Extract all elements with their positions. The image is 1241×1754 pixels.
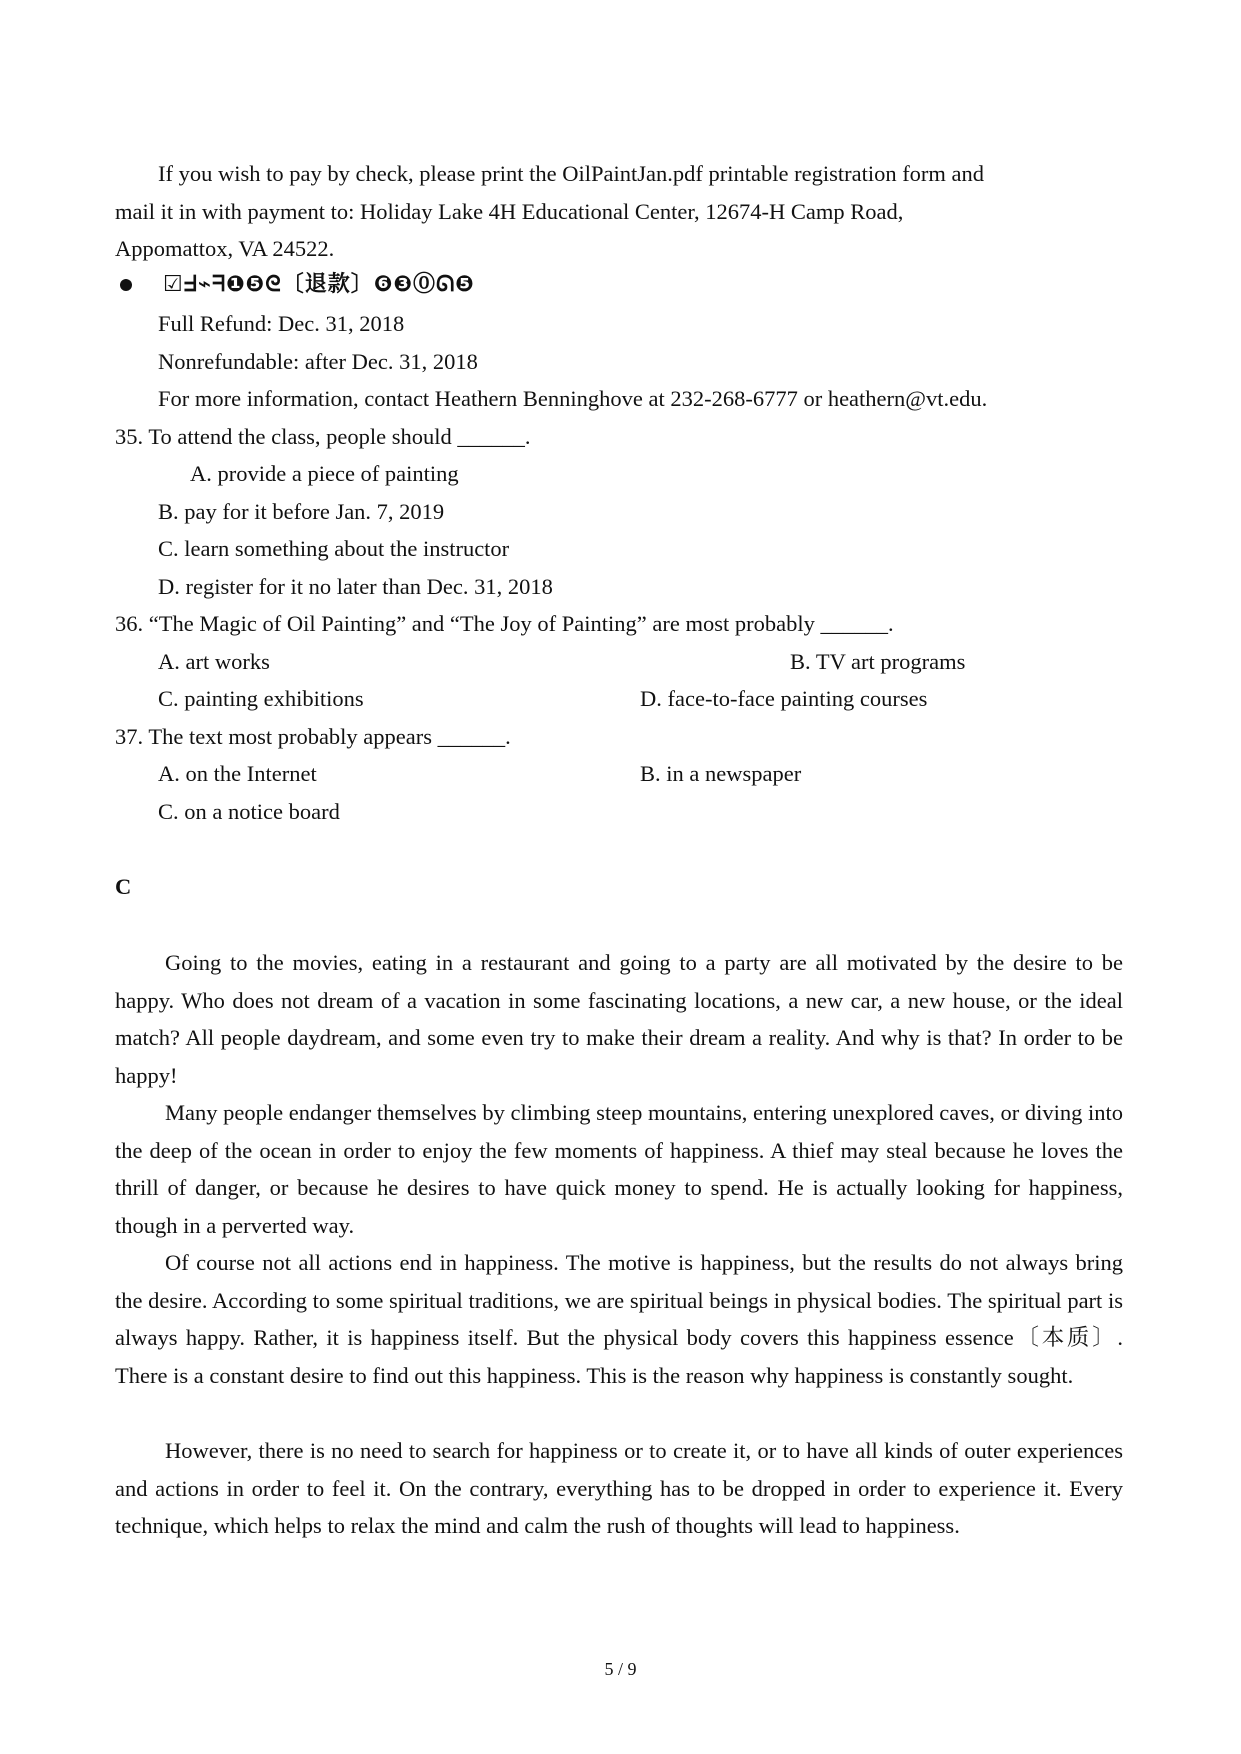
bullet-icon [120,279,132,291]
intro-line-3: Appomattox, VA 24522. [115,236,335,261]
question-35-option-d: D. register for it no later than Dec. 31, 2018 [158,574,553,599]
refund-heading: ☑ᖵ⌁ᖷ❶❺ᘓ〔退款〕❻❸⓪ᘏ❺ [163,272,475,297]
question-35-option-b: B. pay for it before Jan. 7, 2019 [158,499,445,524]
question-36-option-d: D. face-to-face painting courses [640,686,928,711]
section-c-paragraph-4: However, there is no need to search for happiness or to create it, or to have all kinds of outer experiences and actions in order to feel it. On the contrary, everything has to be dropped in order to experience it. Every technique, which helps to relax the mind and calm the rush of thoughts will lead to happiness. [115,1438,1123,1538]
question-37-option-b: B. in a newspaper [640,761,802,786]
section-c-paragraph-2: Many people endanger themselves by climbing steep mountains, entering unexplored caves, or diving into the deep of the ocean in order to enjoy the few moments of happiness. A thief may steal because he loves the thrill of danger, or because he desires to have quick money to spend. He is actually looking for happiness, though in a perverted way. [115,1100,1123,1238]
section-c-paragraph-3: Of course not all actions end in happiness. The motive is happiness, but the results do not always bring the desire. According to some spiritual traditions, we are spiritual beings in physical bodies. The spiritual part is always happy. Rather, it is happiness itself. But the physical body covers this happiness essence〔本质〕. There is a constant desire to find out this happiness. This is the reason why happiness is constantly sought. [115,1250,1123,1388]
question-36-option-a: A. art works [158,649,270,674]
question-36-stem: 36. “The Magic of Oil Painting” and “The Joy of Painting” are most probably ______. [115,611,894,636]
question-37-option-a: A. on the Internet [158,761,317,786]
question-36-option-b: B. TV art programs [790,649,966,674]
page-number: 5 / 9 [604,1659,637,1679]
contact-line: For more information, contact Heathern Benninghove at 232-268-6777 or heathern@vt.edu. [158,386,988,411]
question-37-stem: 37. The text most probably appears ______. [115,724,511,749]
question-35-option-c: C. learn something about the instructor [158,536,510,561]
section-c-paragraph-1: Going to the movies, eating in a restaurant and going to a party are all motivated by the desire to be happy. Who does not dream of a vacation in some fascinating locations, a new car, a new house, or the ideal match? All people daydream, and some even try to make their dream a reality. And why is that? In order to be happy! [115,950,1123,1088]
section-c-label: C [115,874,132,899]
intro-line-2: mail it in with payment to: Holiday Lake 4H Educational Center, 12674-H Camp Road, [115,199,904,224]
intro-line-1: If you wish to pay by check, please print the OilPaintJan.pdf printable registration form and [158,161,985,186]
question-35-stem: 35. To attend the class, people should ______. [115,424,531,449]
question-35-option-a: A. provide a piece of painting [190,461,459,486]
full-refund-line: Full Refund: Dec. 31, 2018 [158,311,405,336]
question-36-option-c: C. painting exhibitions [158,686,364,711]
question-37-option-c: C. on a notice board [158,799,340,824]
nonrefundable-line: Nonrefundable: after Dec. 31, 2018 [158,349,478,374]
